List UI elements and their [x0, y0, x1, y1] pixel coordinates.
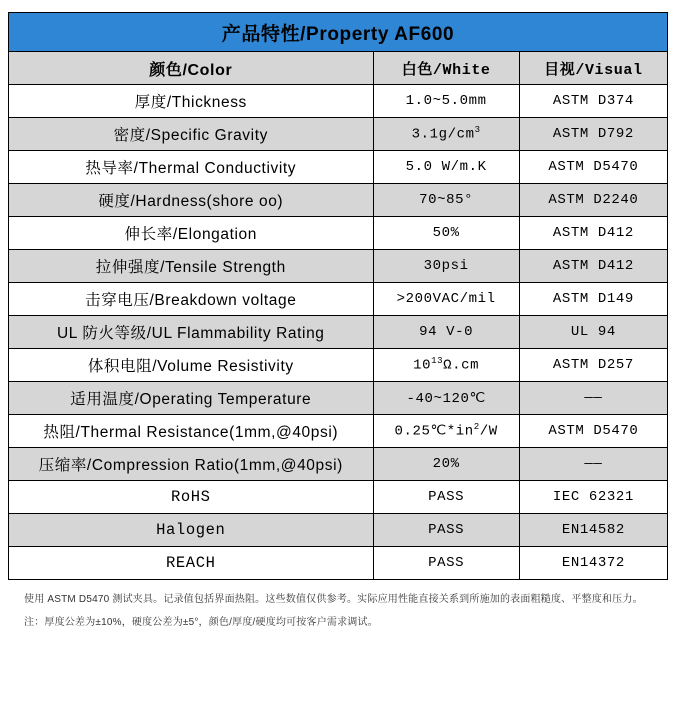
row-property: UL 防火等级/UL Flammability Rating	[9, 316, 374, 349]
row-property: 颜色/Color	[9, 52, 374, 85]
table-row	[9, 481, 668, 514]
row-value-superscript: 13	[431, 356, 444, 367]
footnote-tolerance: 注：厚度公差为±10%，硬度公差为±5°，颜色/厚度/硬度均可按客户需求调试。	[24, 617, 378, 628]
row-test: ASTM D792	[519, 118, 667, 151]
row-value: 30psi	[373, 250, 519, 283]
footnotes	[8, 592, 668, 630]
table-row	[9, 250, 668, 283]
row-value: PASS	[373, 514, 519, 547]
row-test: ASTM D412	[519, 250, 667, 283]
row-value: >200VAC/mil	[373, 283, 519, 316]
row-value-tail: Ω.cm	[443, 357, 480, 374]
row-property: 硬度/Hardness(shore oo)	[9, 184, 374, 217]
row-value: 1.0~5.0mm	[373, 85, 519, 118]
row-test: ASTM D5470	[519, 151, 667, 184]
row-value	[373, 349, 519, 382]
row-value	[373, 118, 519, 151]
row-test: ——	[519, 448, 667, 481]
row-value: 白色/White	[373, 52, 519, 85]
row-property: 密度/Specific Gravity	[9, 118, 374, 151]
row-value-tail: /W	[479, 423, 498, 440]
row-property: 击穿电压/Breakdown voltage	[9, 283, 374, 316]
table-row	[9, 547, 668, 580]
row-test: ASTM D412	[519, 217, 667, 250]
property-table	[8, 12, 668, 580]
property-table-body	[9, 13, 668, 580]
row-property: 热导率/Thermal Conductivity	[9, 151, 374, 184]
footnote-measurement: 使用 ASTM D5470 测试夹具。记录值包括界面热阻。这些数值仅供参考。实际应用性能直接关系到所施加的表面粗糙度、平整度和压力。	[24, 594, 643, 605]
page-title: 产品特性/Property AF600	[9, 13, 668, 52]
row-test: ——	[519, 382, 667, 415]
table-row	[9, 85, 668, 118]
table-row	[9, 382, 668, 415]
table-row	[9, 118, 668, 151]
row-value-text: 0.25℃*in	[394, 423, 474, 440]
row-property: 压缩率/Compression Ratio(1mm,@40psi)	[9, 448, 374, 481]
table-row	[9, 448, 668, 481]
row-test: EN14372	[519, 547, 667, 580]
row-value: 50%	[373, 217, 519, 250]
row-test: UL 94	[519, 316, 667, 349]
table-row	[9, 349, 668, 382]
row-property: 热阻/Thermal Resistance(1mm,@40psi)	[9, 415, 374, 448]
row-property: 适用温度/Operating Temperature	[9, 382, 374, 415]
row-value: -40~120℃	[373, 382, 519, 415]
row-test: IEC 62321	[519, 481, 667, 514]
row-value: 94 V-0	[373, 316, 519, 349]
table-row	[9, 283, 668, 316]
row-value: PASS	[373, 547, 519, 580]
row-value-text: 3.1g/cm	[411, 126, 475, 143]
row-value-text: 10	[413, 357, 432, 374]
table-row	[9, 184, 668, 217]
row-test: ASTM D257	[519, 349, 667, 382]
row-value: PASS	[373, 481, 519, 514]
table-row	[9, 217, 668, 250]
row-test: ASTM D5470	[519, 415, 667, 448]
table-row	[9, 316, 668, 349]
row-property: REACH	[9, 547, 374, 580]
row-property: 拉伸强度/Tensile Strength	[9, 250, 374, 283]
row-value: 20%	[373, 448, 519, 481]
row-value: 5.0 W/m.K	[373, 151, 519, 184]
row-test: 目视/Visual	[519, 52, 667, 85]
row-value-superscript: 2	[473, 422, 480, 433]
row-test: ASTM D2240	[519, 184, 667, 217]
row-value-superscript: 3	[474, 125, 481, 136]
row-test: ASTM D149	[519, 283, 667, 316]
row-value	[373, 415, 519, 448]
table-row	[9, 514, 668, 547]
row-value: 70~85°	[373, 184, 519, 217]
row-test: ASTM D374	[519, 85, 667, 118]
row-property: 体积电阻/Volume Resistivity	[9, 349, 374, 382]
row-test: EN14582	[519, 514, 667, 547]
table-row	[9, 415, 668, 448]
row-property: 伸长率/Elongation	[9, 217, 374, 250]
table-title-row	[9, 13, 668, 52]
row-property: RoHS	[9, 481, 374, 514]
row-property: 厚度/Thickness	[9, 85, 374, 118]
table-row	[9, 151, 668, 184]
row-property: Halogen	[9, 514, 374, 547]
table-row	[9, 52, 668, 85]
